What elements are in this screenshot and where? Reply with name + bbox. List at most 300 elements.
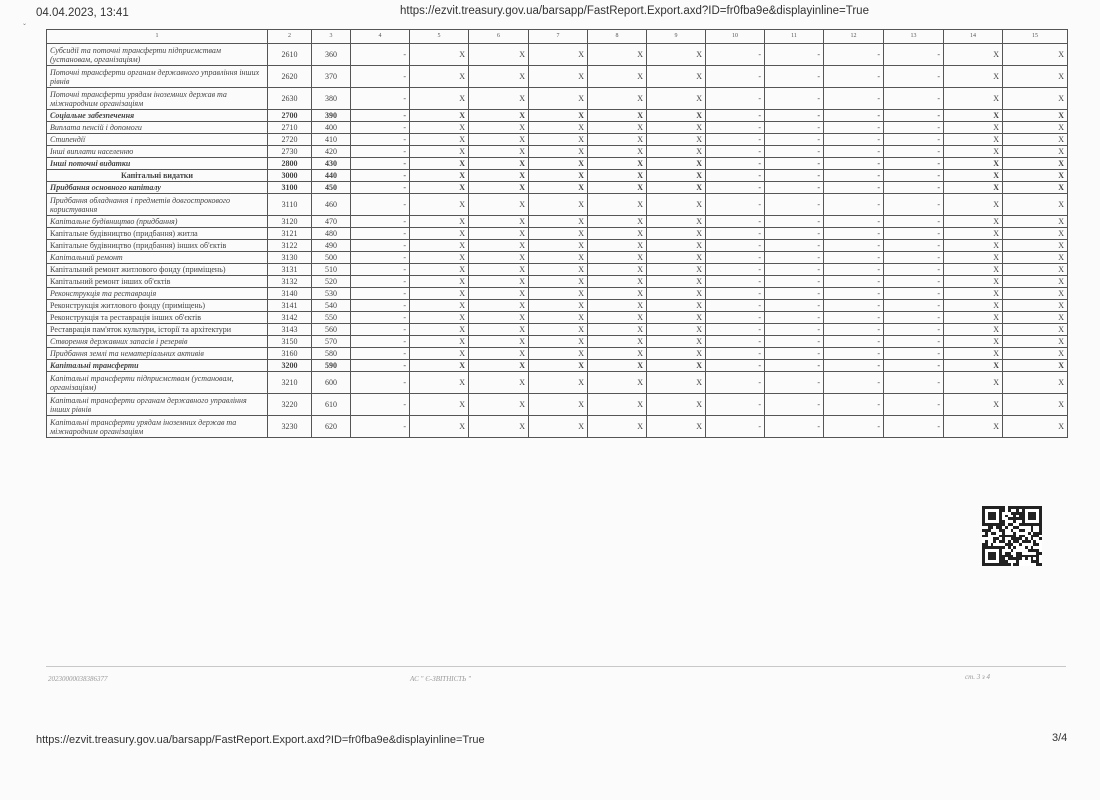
cell-x: X xyxy=(647,300,706,312)
cell-dash: - xyxy=(824,228,884,240)
cell-x: X xyxy=(944,252,1003,264)
cell-dash: - xyxy=(824,360,884,372)
table-row xyxy=(47,264,1068,276)
row-name: Капітальний ремонт інших об'єктів xyxy=(47,276,268,288)
cell-dash: - xyxy=(706,182,765,194)
row-line: 620 xyxy=(312,416,351,438)
cell-dash: - xyxy=(884,416,944,438)
cell-x: X xyxy=(529,300,588,312)
cell-dash: - xyxy=(824,110,884,122)
cell-dash: - xyxy=(824,372,884,394)
cell-x: X xyxy=(944,288,1003,300)
cell-dash: - xyxy=(706,44,765,66)
cell-x: X xyxy=(410,264,469,276)
cell-x: X xyxy=(588,324,647,336)
cell-x: X xyxy=(410,394,469,416)
cell-x: X xyxy=(944,158,1003,170)
row-name: Реставрація пам'яток культури, історії та архітектури xyxy=(47,324,268,336)
cell-x: X xyxy=(944,372,1003,394)
cell-x: X xyxy=(410,158,469,170)
table-row xyxy=(47,122,1068,134)
cell-dash: - xyxy=(884,134,944,146)
cell-x: X xyxy=(1003,416,1068,438)
table-row xyxy=(47,88,1068,110)
cell-dash: - xyxy=(884,348,944,360)
cell-x: X xyxy=(647,228,706,240)
cell-dash: - xyxy=(765,288,824,300)
cell-dash: - xyxy=(351,336,410,348)
cell-dash: - xyxy=(351,146,410,158)
cell-dash: - xyxy=(765,348,824,360)
row-line: 520 xyxy=(312,276,351,288)
row-line: 570 xyxy=(312,336,351,348)
cell-x: X xyxy=(588,348,647,360)
cell-x: X xyxy=(469,372,529,394)
cell-dash: - xyxy=(351,360,410,372)
cell-x: X xyxy=(529,312,588,324)
cell-x: X xyxy=(588,134,647,146)
cell-x: X xyxy=(469,252,529,264)
cell-dash: - xyxy=(884,170,944,182)
document-code: 20230000038386377 xyxy=(48,675,108,683)
row-code: 2620 xyxy=(268,66,312,88)
cell-x: X xyxy=(647,88,706,110)
cell-x: X xyxy=(529,194,588,216)
cell-x: X xyxy=(588,170,647,182)
row-line: 400 xyxy=(312,122,351,134)
cell-dash: - xyxy=(765,44,824,66)
cell-dash: - xyxy=(884,158,944,170)
cell-dash: - xyxy=(884,288,944,300)
row-name: Капітальні трансферти xyxy=(47,360,268,372)
cell-x: X xyxy=(469,360,529,372)
cell-x: X xyxy=(529,276,588,288)
cell-dash: - xyxy=(351,288,410,300)
cell-dash: - xyxy=(884,336,944,348)
cell-dash: - xyxy=(824,252,884,264)
footer-divider xyxy=(46,666,1066,667)
cell-dash: - xyxy=(765,146,824,158)
cell-dash: - xyxy=(351,110,410,122)
cell-dash: - xyxy=(765,240,824,252)
cell-dash: - xyxy=(765,122,824,134)
print-datetime: 04.04.2023, 13:41 xyxy=(36,7,129,19)
cell-dash: - xyxy=(824,122,884,134)
document-page: ст. 3 з 4 xyxy=(965,673,990,681)
cell-x: X xyxy=(529,324,588,336)
cell-dash: - xyxy=(824,312,884,324)
table-row xyxy=(47,134,1068,146)
row-name: Реконструкція та реставрація інших об'єктів xyxy=(47,312,268,324)
table-row xyxy=(47,336,1068,348)
cell-dash: - xyxy=(351,216,410,228)
cell-dash: - xyxy=(706,122,765,134)
cell-x: X xyxy=(410,228,469,240)
cell-x: X xyxy=(944,122,1003,134)
cell-dash: - xyxy=(824,182,884,194)
table-row xyxy=(47,182,1068,194)
cell-x: X xyxy=(588,372,647,394)
row-code: 3230 xyxy=(268,416,312,438)
cell-dash: - xyxy=(884,194,944,216)
cell-x: X xyxy=(588,276,647,288)
column-header: 10 xyxy=(706,30,765,44)
cell-dash: - xyxy=(706,228,765,240)
cell-dash: - xyxy=(765,264,824,276)
cell-dash: - xyxy=(884,228,944,240)
cell-dash: - xyxy=(706,194,765,216)
cell-x: X xyxy=(529,88,588,110)
row-line: 610 xyxy=(312,394,351,416)
row-name: Капітальні трансферти урядам іноземних держав та міжнародним організаціям xyxy=(47,416,268,438)
cell-dash: - xyxy=(824,216,884,228)
row-code: 3150 xyxy=(268,336,312,348)
row-name: Капітальне будівництво (придбання) інших об'єктів xyxy=(47,240,268,252)
row-code: 2710 xyxy=(268,122,312,134)
column-header: 6 xyxy=(469,30,529,44)
cell-x: X xyxy=(410,360,469,372)
cell-dash: - xyxy=(706,66,765,88)
cell-dash: - xyxy=(824,66,884,88)
cell-x: X xyxy=(588,288,647,300)
row-code: 3142 xyxy=(268,312,312,324)
table-row xyxy=(47,44,1068,66)
cell-dash: - xyxy=(884,276,944,288)
cell-dash: - xyxy=(824,300,884,312)
cell-x: X xyxy=(529,336,588,348)
cell-dash: - xyxy=(824,276,884,288)
cell-dash: - xyxy=(765,228,824,240)
cell-x: X xyxy=(647,240,706,252)
table-row xyxy=(47,216,1068,228)
row-name: Капітальний ремонт xyxy=(47,252,268,264)
cell-x: X xyxy=(469,300,529,312)
cell-dash: - xyxy=(351,66,410,88)
row-line: 560 xyxy=(312,324,351,336)
row-line: 480 xyxy=(312,228,351,240)
row-code: 3000 xyxy=(268,170,312,182)
cell-dash: - xyxy=(765,416,824,438)
cell-x: X xyxy=(1003,360,1068,372)
cell-dash: - xyxy=(706,252,765,264)
row-name: Субсидії та поточні трансферти підприємствам (установам, організаціям) xyxy=(47,44,268,66)
cell-dash: - xyxy=(884,182,944,194)
cell-x: X xyxy=(529,134,588,146)
cell-x: X xyxy=(944,170,1003,182)
column-header: 15 xyxy=(1003,30,1068,44)
cell-x: X xyxy=(1003,288,1068,300)
row-name: Виплата пенсій і допомоги xyxy=(47,122,268,134)
table-row xyxy=(47,372,1068,394)
cell-x: X xyxy=(469,170,529,182)
row-name: Інші виплати населенню xyxy=(47,146,268,158)
cell-x: X xyxy=(529,228,588,240)
cell-x: X xyxy=(1003,394,1068,416)
cell-x: X xyxy=(588,110,647,122)
row-code: 3131 xyxy=(268,264,312,276)
cell-dash: - xyxy=(765,216,824,228)
row-code: 3121 xyxy=(268,228,312,240)
cell-dash: - xyxy=(351,416,410,438)
cell-dash: - xyxy=(706,134,765,146)
cell-dash: - xyxy=(884,240,944,252)
cell-dash: - xyxy=(351,372,410,394)
cell-x: X xyxy=(529,158,588,170)
cell-x: X xyxy=(588,146,647,158)
cell-x: X xyxy=(410,194,469,216)
cell-dash: - xyxy=(765,300,824,312)
table-row xyxy=(47,66,1068,88)
cell-x: X xyxy=(944,416,1003,438)
table-row xyxy=(47,252,1068,264)
row-code: 2610 xyxy=(268,44,312,66)
row-code: 3132 xyxy=(268,276,312,288)
cell-x: X xyxy=(647,348,706,360)
cell-x: X xyxy=(647,182,706,194)
row-line: 510 xyxy=(312,264,351,276)
column-header: 14 xyxy=(944,30,1003,44)
cell-x: X xyxy=(410,240,469,252)
cell-x: X xyxy=(1003,134,1068,146)
cell-x: X xyxy=(410,146,469,158)
cell-x: X xyxy=(944,134,1003,146)
cell-x: X xyxy=(469,288,529,300)
cell-x: X xyxy=(529,182,588,194)
cell-dash: - xyxy=(765,194,824,216)
table-row xyxy=(47,170,1068,182)
cell-x: X xyxy=(1003,216,1068,228)
cell-x: X xyxy=(469,110,529,122)
cell-dash: - xyxy=(706,110,765,122)
cell-x: X xyxy=(469,44,529,66)
cell-dash: - xyxy=(351,194,410,216)
row-code: 2630 xyxy=(268,88,312,110)
cell-x: X xyxy=(1003,252,1068,264)
cell-dash: - xyxy=(824,44,884,66)
row-name: Поточні трансферти урядам іноземних держав та міжнародним організаціям xyxy=(47,88,268,110)
cell-x: X xyxy=(1003,312,1068,324)
row-name: Капітальні трансферти підприємствам (установам, організаціям) xyxy=(47,372,268,394)
cell-x: X xyxy=(944,44,1003,66)
table-row xyxy=(47,416,1068,438)
cell-x: X xyxy=(944,276,1003,288)
cell-x: X xyxy=(944,66,1003,88)
cell-dash: - xyxy=(706,264,765,276)
cell-x: X xyxy=(588,300,647,312)
cell-dash: - xyxy=(765,182,824,194)
cell-x: X xyxy=(647,264,706,276)
cell-dash: - xyxy=(351,134,410,146)
cell-x: X xyxy=(944,216,1003,228)
cell-x: X xyxy=(469,182,529,194)
cell-x: X xyxy=(588,240,647,252)
cell-x: X xyxy=(647,66,706,88)
column-header: 3 xyxy=(312,30,351,44)
cell-x: X xyxy=(529,360,588,372)
table-row xyxy=(47,312,1068,324)
row-line: 430 xyxy=(312,158,351,170)
row-name: Інші поточні видатки xyxy=(47,158,268,170)
cell-x: X xyxy=(588,122,647,134)
table-row xyxy=(47,194,1068,216)
row-code: 3143 xyxy=(268,324,312,336)
cell-x: X xyxy=(1003,44,1068,66)
row-code: 3141 xyxy=(268,300,312,312)
cell-x: X xyxy=(529,372,588,394)
row-code: 2700 xyxy=(268,110,312,122)
row-line: 540 xyxy=(312,300,351,312)
cell-x: X xyxy=(529,170,588,182)
cell-x: X xyxy=(469,324,529,336)
cell-dash: - xyxy=(824,88,884,110)
cell-x: X xyxy=(410,336,469,348)
cell-x: X xyxy=(410,324,469,336)
cell-x: X xyxy=(647,372,706,394)
row-line: 470 xyxy=(312,216,351,228)
cell-x: X xyxy=(1003,170,1068,182)
cell-dash: - xyxy=(351,348,410,360)
column-header: 12 xyxy=(824,30,884,44)
cell-dash: - xyxy=(706,88,765,110)
cell-x: X xyxy=(529,394,588,416)
cell-dash: - xyxy=(765,88,824,110)
table-row xyxy=(47,276,1068,288)
cell-dash: - xyxy=(706,170,765,182)
cell-dash: - xyxy=(351,240,410,252)
cell-x: X xyxy=(1003,276,1068,288)
cell-x: X xyxy=(469,216,529,228)
cell-x: X xyxy=(529,110,588,122)
row-code: 3140 xyxy=(268,288,312,300)
row-code: 3200 xyxy=(268,360,312,372)
cell-dash: - xyxy=(824,134,884,146)
cell-x: X xyxy=(944,182,1003,194)
cell-dash: - xyxy=(706,312,765,324)
print-header-url: https://ezvit.treasury.gov.ua/barsapp/FastReport.Export.axd?ID=fr0fba9e&displayinline=True xyxy=(400,5,869,17)
cell-dash: - xyxy=(765,276,824,288)
cell-dash: - xyxy=(824,394,884,416)
cell-x: X xyxy=(944,394,1003,416)
cell-dash: - xyxy=(351,88,410,110)
cell-x: X xyxy=(410,66,469,88)
row-code: 3100 xyxy=(268,182,312,194)
cell-x: X xyxy=(469,276,529,288)
qr-code xyxy=(982,506,1042,566)
column-header: 11 xyxy=(765,30,824,44)
table-row xyxy=(47,240,1068,252)
cell-x: X xyxy=(1003,182,1068,194)
cell-x: X xyxy=(647,252,706,264)
table-row xyxy=(47,324,1068,336)
cell-dash: - xyxy=(824,416,884,438)
row-line: 360 xyxy=(312,44,351,66)
cell-dash: - xyxy=(884,66,944,88)
cell-x: X xyxy=(469,394,529,416)
cell-dash: - xyxy=(765,134,824,146)
cell-x: X xyxy=(410,300,469,312)
table-row xyxy=(47,394,1068,416)
row-line: 550 xyxy=(312,312,351,324)
cell-x: X xyxy=(1003,336,1068,348)
cell-dash: - xyxy=(765,170,824,182)
cell-dash: - xyxy=(765,158,824,170)
cell-x: X xyxy=(410,288,469,300)
cell-dash: - xyxy=(351,44,410,66)
cell-dash: - xyxy=(706,216,765,228)
row-name: Соціальне забезпечення xyxy=(47,110,268,122)
row-line: 380 xyxy=(312,88,351,110)
cell-x: X xyxy=(529,122,588,134)
column-header: 7 xyxy=(529,30,588,44)
row-name: Поточні трансферти органам державного управління інших рівнів xyxy=(47,66,268,88)
row-code: 3110 xyxy=(268,194,312,216)
cell-x: X xyxy=(647,146,706,158)
cell-x: X xyxy=(469,240,529,252)
cell-dash: - xyxy=(765,394,824,416)
cell-x: X xyxy=(647,122,706,134)
column-header: 2 xyxy=(268,30,312,44)
cell-x: X xyxy=(647,44,706,66)
cell-x: X xyxy=(588,216,647,228)
cell-dash: - xyxy=(824,324,884,336)
cell-dash: - xyxy=(884,122,944,134)
row-name: Створення державних запасів і резервів xyxy=(47,336,268,348)
cell-x: X xyxy=(588,66,647,88)
cell-dash: - xyxy=(765,66,824,88)
cell-dash: - xyxy=(706,146,765,158)
table-row xyxy=(47,360,1068,372)
cell-dash: - xyxy=(765,324,824,336)
cell-x: X xyxy=(588,158,647,170)
cell-x: X xyxy=(529,348,588,360)
cell-dash: - xyxy=(824,158,884,170)
cell-x: X xyxy=(944,264,1003,276)
cell-dash: - xyxy=(706,158,765,170)
cell-x: X xyxy=(588,416,647,438)
corner-mark: ⌄ xyxy=(22,21,28,27)
cell-x: X xyxy=(944,300,1003,312)
cell-x: X xyxy=(410,312,469,324)
cell-x: X xyxy=(944,336,1003,348)
row-name: Придбання основного капіталу xyxy=(47,182,268,194)
cell-x: X xyxy=(410,276,469,288)
cell-x: X xyxy=(529,44,588,66)
cell-dash: - xyxy=(706,416,765,438)
cell-x: X xyxy=(469,194,529,216)
cell-x: X xyxy=(944,312,1003,324)
cell-x: X xyxy=(410,348,469,360)
row-code: 3130 xyxy=(268,252,312,264)
cell-x: X xyxy=(588,312,647,324)
cell-x: X xyxy=(647,288,706,300)
table-row xyxy=(47,110,1068,122)
cell-x: X xyxy=(410,216,469,228)
cell-x: X xyxy=(944,348,1003,360)
cell-x: X xyxy=(647,134,706,146)
row-line: 420 xyxy=(312,146,351,158)
row-code: 2720 xyxy=(268,134,312,146)
cell-x: X xyxy=(588,336,647,348)
cell-dash: - xyxy=(351,324,410,336)
cell-dash: - xyxy=(765,336,824,348)
cell-dash: - xyxy=(884,252,944,264)
cell-dash: - xyxy=(824,288,884,300)
cell-dash: - xyxy=(884,360,944,372)
cell-x: X xyxy=(588,44,647,66)
cell-x: X xyxy=(944,194,1003,216)
cell-x: X xyxy=(529,216,588,228)
cell-x: X xyxy=(944,228,1003,240)
